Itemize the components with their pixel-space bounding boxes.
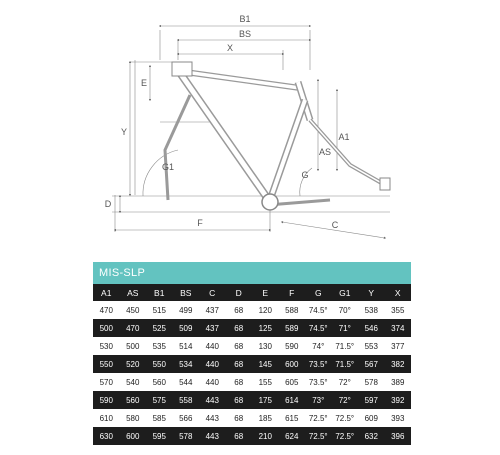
table-cell: 443: [199, 409, 226, 427]
table-cell: 630: [93, 427, 120, 445]
table-cell: 355: [385, 301, 412, 319]
table-header-row: [93, 284, 411, 301]
table-cell: 71.5°: [332, 355, 359, 373]
label-y: Y: [120, 127, 128, 137]
table-cell: 589: [279, 319, 306, 337]
label-a1: A1: [338, 132, 350, 142]
label-bs: BS: [238, 29, 252, 39]
column-header-c: C: [199, 284, 226, 301]
table-cell: 514: [173, 337, 200, 355]
label-c: C: [331, 220, 339, 230]
table-row: [93, 427, 411, 445]
table-cell: 570: [93, 373, 120, 391]
table-cell: 71°: [332, 319, 359, 337]
table-cell: 590: [279, 337, 306, 355]
table-cell: 70°: [332, 301, 359, 319]
label-g: G: [301, 170, 309, 180]
table-cell: 389: [385, 373, 412, 391]
table-cell: 74.5°: [305, 319, 332, 337]
table-cell: 175: [252, 391, 279, 409]
table-row: [93, 355, 411, 373]
table-cell: 68: [226, 355, 253, 373]
bike-frame: [165, 62, 390, 210]
table-cell: 68: [226, 391, 253, 409]
table-cell: 535: [146, 337, 173, 355]
table-cell: 610: [93, 409, 120, 427]
table-cell: 520: [120, 355, 147, 373]
table-cell: 560: [146, 373, 173, 391]
column-header-as: AS: [120, 284, 147, 301]
table-cell: 68: [226, 301, 253, 319]
table-cell: 615: [279, 409, 306, 427]
table-cell: 470: [120, 319, 147, 337]
label-x: X: [226, 43, 234, 53]
table-cell: 210: [252, 427, 279, 445]
table-row: [93, 373, 411, 391]
table-title: MIS-SLP: [93, 262, 411, 284]
table-cell: 578: [173, 427, 200, 445]
table-cell: 595: [146, 427, 173, 445]
table-cell: 530: [93, 337, 120, 355]
table-cell: 72.5°: [332, 427, 359, 445]
table-cell: 382: [385, 355, 412, 373]
column-header-a1: A1: [93, 284, 120, 301]
table-cell: 600: [120, 427, 147, 445]
table-cell: 540: [120, 373, 147, 391]
table-cell: 120: [252, 301, 279, 319]
table-row: [93, 301, 411, 319]
table-cell: 566: [173, 409, 200, 427]
table-body: [93, 301, 411, 445]
label-as: AS: [318, 147, 332, 157]
table-cell: 509: [173, 319, 200, 337]
table-cell: 74°: [305, 337, 332, 355]
table-cell: 68: [226, 427, 253, 445]
table-cell: 450: [120, 301, 147, 319]
geometry-table: [93, 262, 411, 445]
table-cell: 74.5°: [305, 301, 332, 319]
table-cell: 575: [146, 391, 173, 409]
table-cell: 525: [146, 319, 173, 337]
table-cell: 71.5°: [332, 337, 359, 355]
label-f: F: [197, 218, 203, 228]
table-cell: 73.5°: [305, 373, 332, 391]
table-cell: 443: [199, 427, 226, 445]
column-header-x: X: [385, 284, 412, 301]
table-title-row: [93, 262, 411, 284]
table-cell: 580: [120, 409, 147, 427]
table-cell: 558: [173, 391, 200, 409]
table-cell: 609: [358, 409, 385, 427]
column-header-bs: BS: [173, 284, 200, 301]
column-header-d: D: [226, 284, 253, 301]
table-cell: 437: [199, 301, 226, 319]
table-cell: 550: [93, 355, 120, 373]
column-header-g1: G1: [332, 284, 359, 301]
label-b1: B1: [239, 14, 251, 24]
table-row: [93, 409, 411, 427]
table-cell: 588: [279, 301, 306, 319]
table-cell: 68: [226, 319, 253, 337]
table-cell: 377: [385, 337, 412, 355]
table-cell: 185: [252, 409, 279, 427]
table-cell: 396: [385, 427, 412, 445]
column-header-y: Y: [358, 284, 385, 301]
table-row: [93, 337, 411, 355]
table-cell: 73.5°: [305, 355, 332, 373]
table-cell: 605: [279, 373, 306, 391]
table-cell: 440: [199, 355, 226, 373]
label-d: D: [104, 199, 112, 209]
table-cell: 590: [93, 391, 120, 409]
table-cell: 499: [173, 301, 200, 319]
table-cell: 553: [358, 337, 385, 355]
table-cell: 560: [120, 391, 147, 409]
table-cell: 125: [252, 319, 279, 337]
table-cell: 567: [358, 355, 385, 373]
table-cell: 538: [358, 301, 385, 319]
table-cell: 393: [385, 409, 412, 427]
label-g1: G1: [161, 162, 175, 172]
table-row: [93, 391, 411, 409]
table-cell: 578: [358, 373, 385, 391]
table-cell: 550: [146, 355, 173, 373]
column-header-g: G: [305, 284, 332, 301]
column-header-f: F: [279, 284, 306, 301]
table-cell: 155: [252, 373, 279, 391]
table-cell: 374: [385, 319, 412, 337]
table-cell: 470: [93, 301, 120, 319]
table-cell: 632: [358, 427, 385, 445]
table-cell: 72°: [332, 391, 359, 409]
table-cell: 440: [199, 373, 226, 391]
table-cell: 500: [93, 319, 120, 337]
table-cell: 68: [226, 337, 253, 355]
table-cell: 546: [358, 319, 385, 337]
table-row: [93, 319, 411, 337]
table-cell: 437: [199, 319, 226, 337]
table-cell: 68: [226, 373, 253, 391]
label-e: E: [140, 78, 148, 88]
table-cell: 440: [199, 337, 226, 355]
table-cell: 72.5°: [305, 409, 332, 427]
table-cell: 534: [173, 355, 200, 373]
table-cell: 624: [279, 427, 306, 445]
table-cell: 544: [173, 373, 200, 391]
table-cell: 614: [279, 391, 306, 409]
column-header-e: E: [252, 284, 279, 301]
table-cell: 73°: [305, 391, 332, 409]
table-cell: 597: [358, 391, 385, 409]
table-cell: 515: [146, 301, 173, 319]
table-cell: 600: [279, 355, 306, 373]
table-cell: 72.5°: [332, 409, 359, 427]
table-cell: 585: [146, 409, 173, 427]
table-cell: 68: [226, 409, 253, 427]
table-cell: 443: [199, 391, 226, 409]
table-cell: 72°: [332, 373, 359, 391]
table-cell: 145: [252, 355, 279, 373]
column-header-b1: B1: [146, 284, 173, 301]
table-cell: 392: [385, 391, 412, 409]
table-cell: 500: [120, 337, 147, 355]
table-cell: 130: [252, 337, 279, 355]
table-cell: 72.5°: [305, 427, 332, 445]
